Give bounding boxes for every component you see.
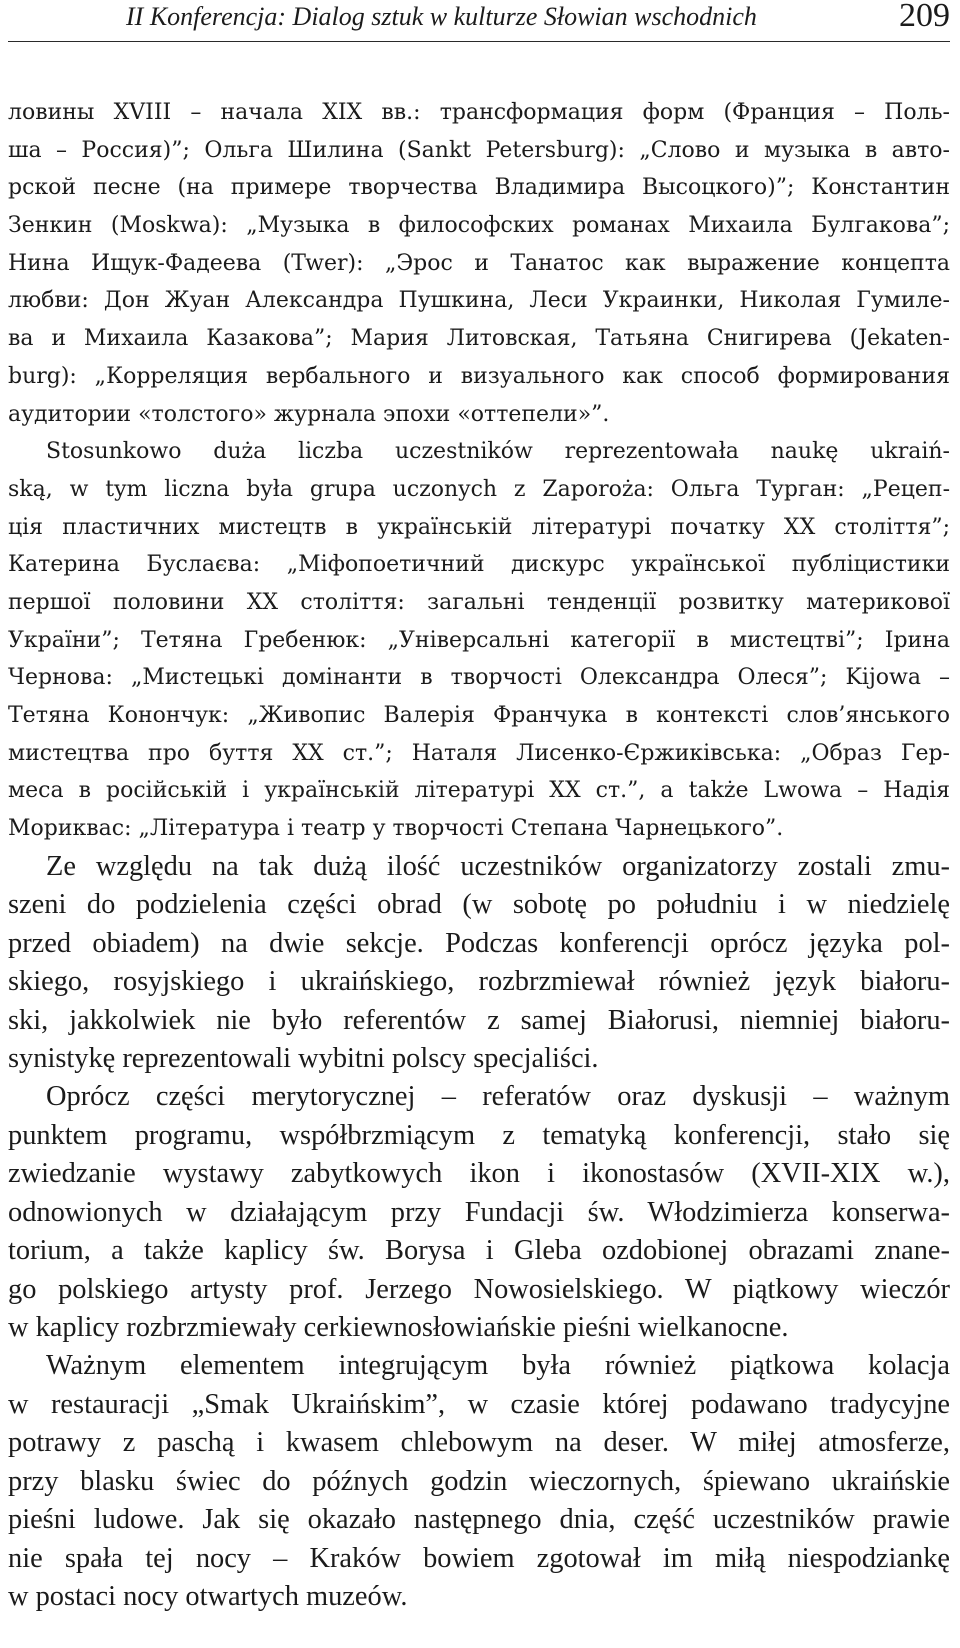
- text-line: любви: Дон Жуан Александра Пушкина, Леси Украинки, Николая Гумиле-: [8, 288, 950, 314]
- running-header: [8, 0, 950, 42]
- text-line: Нина Ищук-Фадеева (Twer): „Эрос и Танатос как выражение концепта: [8, 250, 950, 276]
- text-line: burg): „Корреляция вербального и визуального как способ формирования: [8, 363, 950, 389]
- text-line: ша – Россия)”; Ольга Шилина (Sankt Petersburg): „Слово и музыка в авто-: [8, 137, 950, 163]
- text-line: zwiedzanie wystawy zabytkowych ikon i ikonostasów (XVII-XIX w.),: [8, 1158, 950, 1190]
- text-line: меса в російській і українській літературі XX ст.”, a także Lwowa – Надія: [8, 778, 950, 804]
- text-line: w restauracji „Smak Ukraińskim”, w czasie której podawano tradycyjne: [8, 1388, 950, 1420]
- paragraph-ukrainian-papers: [8, 433, 950, 848]
- text-line: odnowionych w działającym przy Fundacji św. Włodzimierza konserwa-: [8, 1196, 950, 1228]
- text-line: Мориквас: „Література і театр у творчості Степана Чарнецького”.: [8, 816, 784, 842]
- paragraph-russian-papers: [8, 94, 950, 433]
- text-line: Чернова: „Мистецькі домінанти в творчості Олександра Олеся”; Kijowa –: [8, 665, 950, 691]
- text-line: nie spała tej nocy – Kraków bowiem zgotował im miłą niespodziankę: [8, 1542, 950, 1574]
- text-line: szeni do podzielenia części obrad (w sobotę po południu i w niedzielę: [8, 889, 950, 921]
- text-line: України”; Тетяна Гребенюк: „Універсальні категорії в мистецтві”; Ірина: [8, 627, 950, 653]
- text-line: ską, w tym liczna była grupa uczonych z Zaporoża: Ольга Турган: „Рецеп-: [8, 476, 950, 502]
- text-line: w kaplicy rozbrzmiewały cerkiewnosłowiańskie pieśni wielkanocne.: [8, 1312, 789, 1343]
- text-line: Stosunkowo duża liczba uczestników reprezentowała naukę ukraiń-: [46, 439, 950, 465]
- text-line: ція пластичних мистецтв в українській літературі початку XX століття”;: [8, 514, 950, 540]
- text-line: мистецтва про буття XX ст.”; Наталя Лисенко-Єржиківська: „Образ Гер-: [8, 740, 950, 766]
- text-line: Катерина Буслаєва: „Міфопоетичний дискурс української публіцистики: [8, 552, 950, 578]
- text-line: Ze względu na tak dużą ilość uczestników organizatorzy zostali zmu-: [46, 850, 950, 882]
- page-number: 209: [899, 0, 950, 34]
- text-line: ловины XVIII – начала XIX вв.: трансформация форм (Франция – Поль-: [8, 100, 950, 125]
- text-line: torium, a także kaplicy św. Borysa i Gleba ozdobionej obrazami znane-: [8, 1235, 950, 1267]
- text-line: przy blasku świec do późnych godzin wieczornych, śpiewano ukraińskie: [8, 1465, 950, 1497]
- text-line: potrawy z paschą i kwasem chlebowym na deser. W miłej atmosferze,: [8, 1427, 950, 1459]
- text-line: go polskiego artysty prof. Jerzego Nowosielskiego. W piątkowy wieczór: [8, 1273, 950, 1305]
- text-line: pieśni ludowe. Jak się okazało następnego dnia, część uczestników prawie: [8, 1504, 950, 1536]
- text-line: synistykę reprezentowali wybitni polscy specjaliści.: [8, 1042, 599, 1074]
- text-line: punktem programu, współbrzmiącym z tematyką konferencji, stało się: [8, 1119, 950, 1151]
- running-title: II Konferencja: Dialog sztuk w kulturze Słowian wschodnich: [126, 2, 757, 31]
- text-line: w postaci nocy otwartych muzeów.: [8, 1581, 408, 1613]
- body-text: [8, 94, 950, 1617]
- paragraph-exhibition: [8, 1078, 950, 1347]
- text-line: Зенкин (Moskwa): „Музыка в философских романах Михаила Булгакова”;: [8, 213, 950, 239]
- text-line: ва и Михаила Казакова”; Мария Литовская, Татьяна Снигирева (Jekaten-: [8, 326, 950, 352]
- text-line: skiego, rosyjskiego i ukraińskiego, rozbrzmiewał również język białoru-: [8, 966, 950, 998]
- text-line: Ważnym elementem integrującym była również piątkowa kolacja: [46, 1350, 950, 1382]
- paragraph-sections: [8, 848, 950, 1079]
- text-line: ski, jakkolwiek nie było referentów z samej Białorusi, niemniej białoru-: [8, 1004, 950, 1036]
- text-line: першої половини XX століття: загальні тенденції розвитку материкової: [8, 589, 950, 615]
- paragraph-dinner: [8, 1347, 950, 1616]
- text-line: przed obiadem) na dwie sekcje. Podczas konferencji oprócz języka pol-: [8, 927, 950, 959]
- text-line: Тетяна Конончук: „Живопис Валерія Франчука в контексті слов’янського: [8, 703, 950, 728]
- text-line: Oprócz części merytorycznej – referatów oraz dyskusji – ważnym: [46, 1081, 950, 1113]
- text-line: аудитории «толстого» журнала эпохи «оттепели»”.: [8, 401, 610, 427]
- text-line: рской песне (на примере творчества Владимира Высоцкого)”; Константин: [8, 175, 950, 201]
